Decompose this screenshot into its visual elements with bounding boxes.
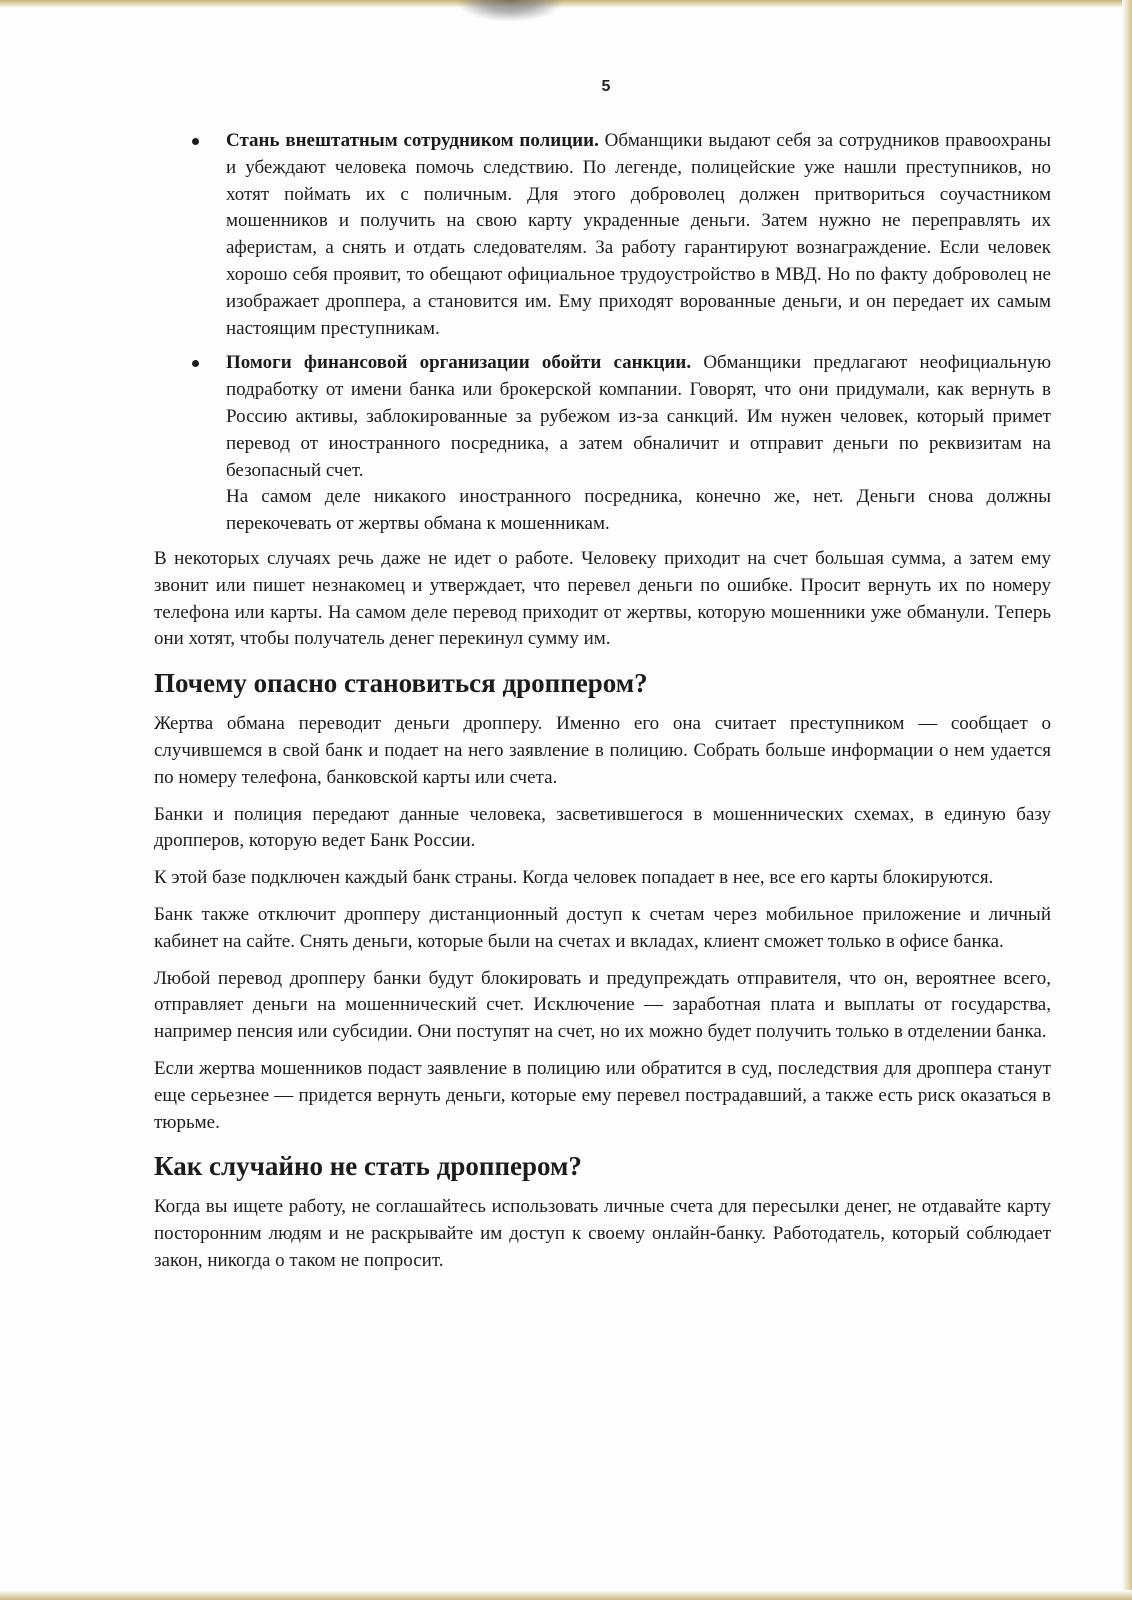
list-item xyxy=(226,350,1051,538)
paragraph: Если жертва мошенников подаст заявление в полицию или обратится в суд, последствия для дроппера станут еще серьезнее — придется вернуть деньги, которые ему перевел пострадавший, а также есть риск оказаться в тюрьме. xyxy=(154,1057,1051,1133)
section-heading: Почему опасно становиться дроппером? xyxy=(154,668,648,699)
list-item-extra: На самом деле никакого иностранного посредника, конечно же, нет. Деньги снова должны перекочевать от жертвы обмана к мошенникам. xyxy=(226,486,1051,535)
paragraph: К этой базе подключен каждый банк страны. Когда человек попадает в нее, все его карты блокируются. xyxy=(154,867,994,889)
scan-edge-right xyxy=(1122,0,1132,1600)
list-item-text xyxy=(226,128,1051,342)
paragraph: Когда вы ищете работу, не соглашайтесь использовать личные счета для пересылки денег, не отдавайте карту посторонним людям и не раскрывайте им доступ к своему онлайн-банку. Работодатель, который соблюдает закон, никогда о таком не попросит. xyxy=(154,1196,1051,1271)
list-item-description: Обманщики выдают себя за сотрудников правоохраны и убеждают человека помочь следствию. По легенде, полицейские уже нашли преступников, но хотят поймать их с поличным. Для этого доброволец должен притвориться соучастником мошенников и получить на свою карту украденные деньги. Затем нужно не переправлять их аферистам, а снять и отдать следователям. За работу гарантируют вознаграждение. Если человек хорошо себя проявит, то обещают официальное трудоустройство в МВД. Но по факту доброволец не изображает дроппера, а становится им. Ему приходят ворованные деньги, и он передает их самым настоящим преступникам. xyxy=(226,130,1051,339)
page-number: 5 xyxy=(601,78,611,95)
document-body xyxy=(154,128,1051,1285)
bullet-icon xyxy=(192,138,199,145)
list-item-description: Обманщики предлагают неофициальную подработку от имени банка или брокерской компании. Говорят, что они придумали, как вернуть в Россию активы, заблокированные за рубежом из-за санкций. Им нужен человек, который примет перевод от иностранного посредника, а затем обналичит и отправит деньги по реквизитам на безопасный счет. xyxy=(226,352,1052,481)
list-item xyxy=(226,128,1051,342)
bullet-icon xyxy=(192,360,199,367)
staple-mark xyxy=(455,0,565,22)
scan-edge-bottom xyxy=(0,1590,1132,1600)
section-heading: Как случайно не стать дроппером? xyxy=(154,1151,582,1182)
list-item-text xyxy=(226,350,1051,484)
list-item-term: Помоги финансовой организации обойти санкции. xyxy=(226,352,692,374)
paragraph: Любой перевод дропперу банки будут блокировать и предупреждать отправителя, что он, вероятнее всего, отправляет деньги на мошеннический счет. Исключение — заработная плата и выплаты от государства, например пенсия или субсидии. Они поступят на счет, но их можно будет получить только в отделении банка. xyxy=(154,967,1051,1043)
scan-edge-top xyxy=(0,0,1132,8)
paragraph: Жертва обмана переводит деньги дропперу. Именно его она считает преступником — сообщает о случившемся в свой банк и подает на него заявление в полицию. Собрать больше информации о нем удается по номеру телефона, банковской карты или счета. xyxy=(154,713,1051,788)
paragraph: Банки и полиция передают данные человека, засветившегося в мошеннических схемах, в единую базу дропперов, которую ведет Банк России. xyxy=(154,803,1051,852)
list-item-term: Стань внештатным сотрудником полиции. xyxy=(226,130,599,151)
paragraph: В некоторых случаях речь даже не идет о работе. Человеку приходит на счет большая сумма, а затем ему звонит или пишет незнакомец и утверждает, что перевел деньги по ошибке. Просит вернуть их по номеру телефона или карты. На самом деле перевод приходит от жертвы, которую мошенники уже обманули. Теперь они хотят, чтобы получатель денег перекинул сумму им. xyxy=(154,547,1051,650)
paragraph: Банк также отключит дропперу дистанционный доступ к счетам через мобильное приложение и личный кабинет на сайте. Снять деньги, которые были на счетах и вкладах, клиент сможет только в офисе банка. xyxy=(154,903,1051,952)
scheme-list xyxy=(154,128,1051,538)
